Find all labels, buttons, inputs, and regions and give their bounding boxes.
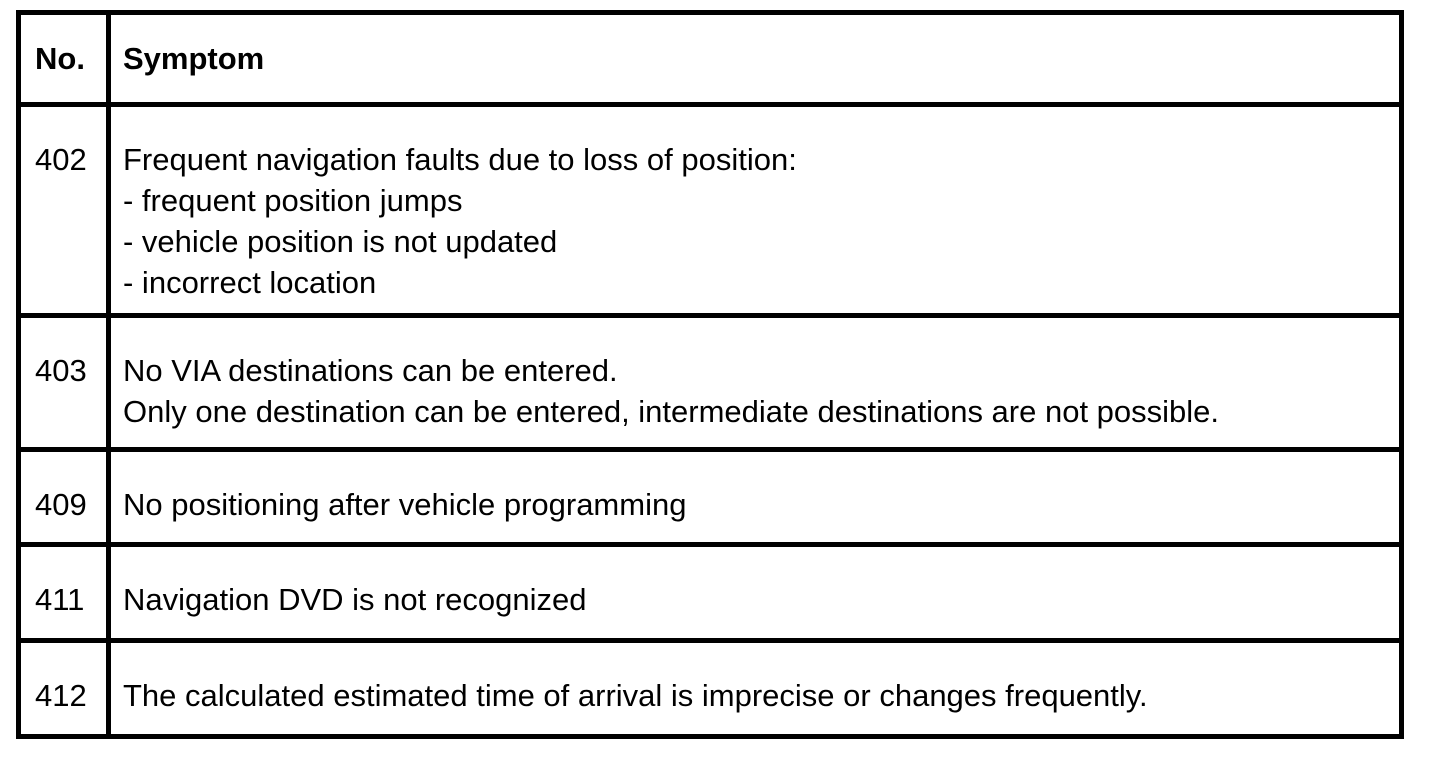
symptom-line: - incorrect location (123, 265, 377, 300)
row-number: 409 (35, 487, 87, 522)
symptom-cell (109, 545, 1402, 641)
header-no (19, 13, 109, 105)
table-row (19, 105, 1402, 316)
row-number: 411 (35, 582, 85, 617)
header-symptom (109, 13, 1402, 105)
symptom-table (16, 10, 1404, 739)
row-number-cell (19, 545, 109, 641)
symptom-line: The calculated estimated time of arrival is imprecise or changes frequently. (123, 678, 1148, 713)
table-row (19, 450, 1402, 545)
symptom-line: - vehicle position is not updated (123, 224, 558, 259)
header-symptom-label: Symptom (123, 40, 265, 76)
symptom-cell (109, 105, 1402, 316)
symptom-line: Navigation DVD is not recognized (123, 582, 587, 617)
symptom-cell (109, 641, 1402, 737)
row-number-cell (19, 316, 109, 450)
row-number: 402 (35, 142, 87, 177)
row-number-cell (19, 641, 109, 737)
symptom-line: Frequent navigation faults due to loss of position: (123, 142, 797, 177)
symptom-line: No VIA destinations can be entered. (123, 353, 618, 388)
table-row (19, 316, 1402, 450)
row-number-cell (19, 105, 109, 316)
row-number: 412 (35, 678, 87, 713)
symptom-cell (109, 450, 1402, 545)
symptom-line: No positioning after vehicle programming (123, 487, 687, 522)
symptom-cell (109, 316, 1402, 450)
table-header-row (19, 13, 1402, 105)
symptom-line: Only one destination can be entered, intermediate destinations are not possible. (123, 394, 1220, 429)
table-row (19, 641, 1402, 737)
row-number-cell (19, 450, 109, 545)
symptom-line: - frequent position jumps (123, 183, 463, 218)
table-row (19, 545, 1402, 641)
header-no-label: No. (35, 40, 85, 76)
row-number: 403 (35, 353, 87, 388)
